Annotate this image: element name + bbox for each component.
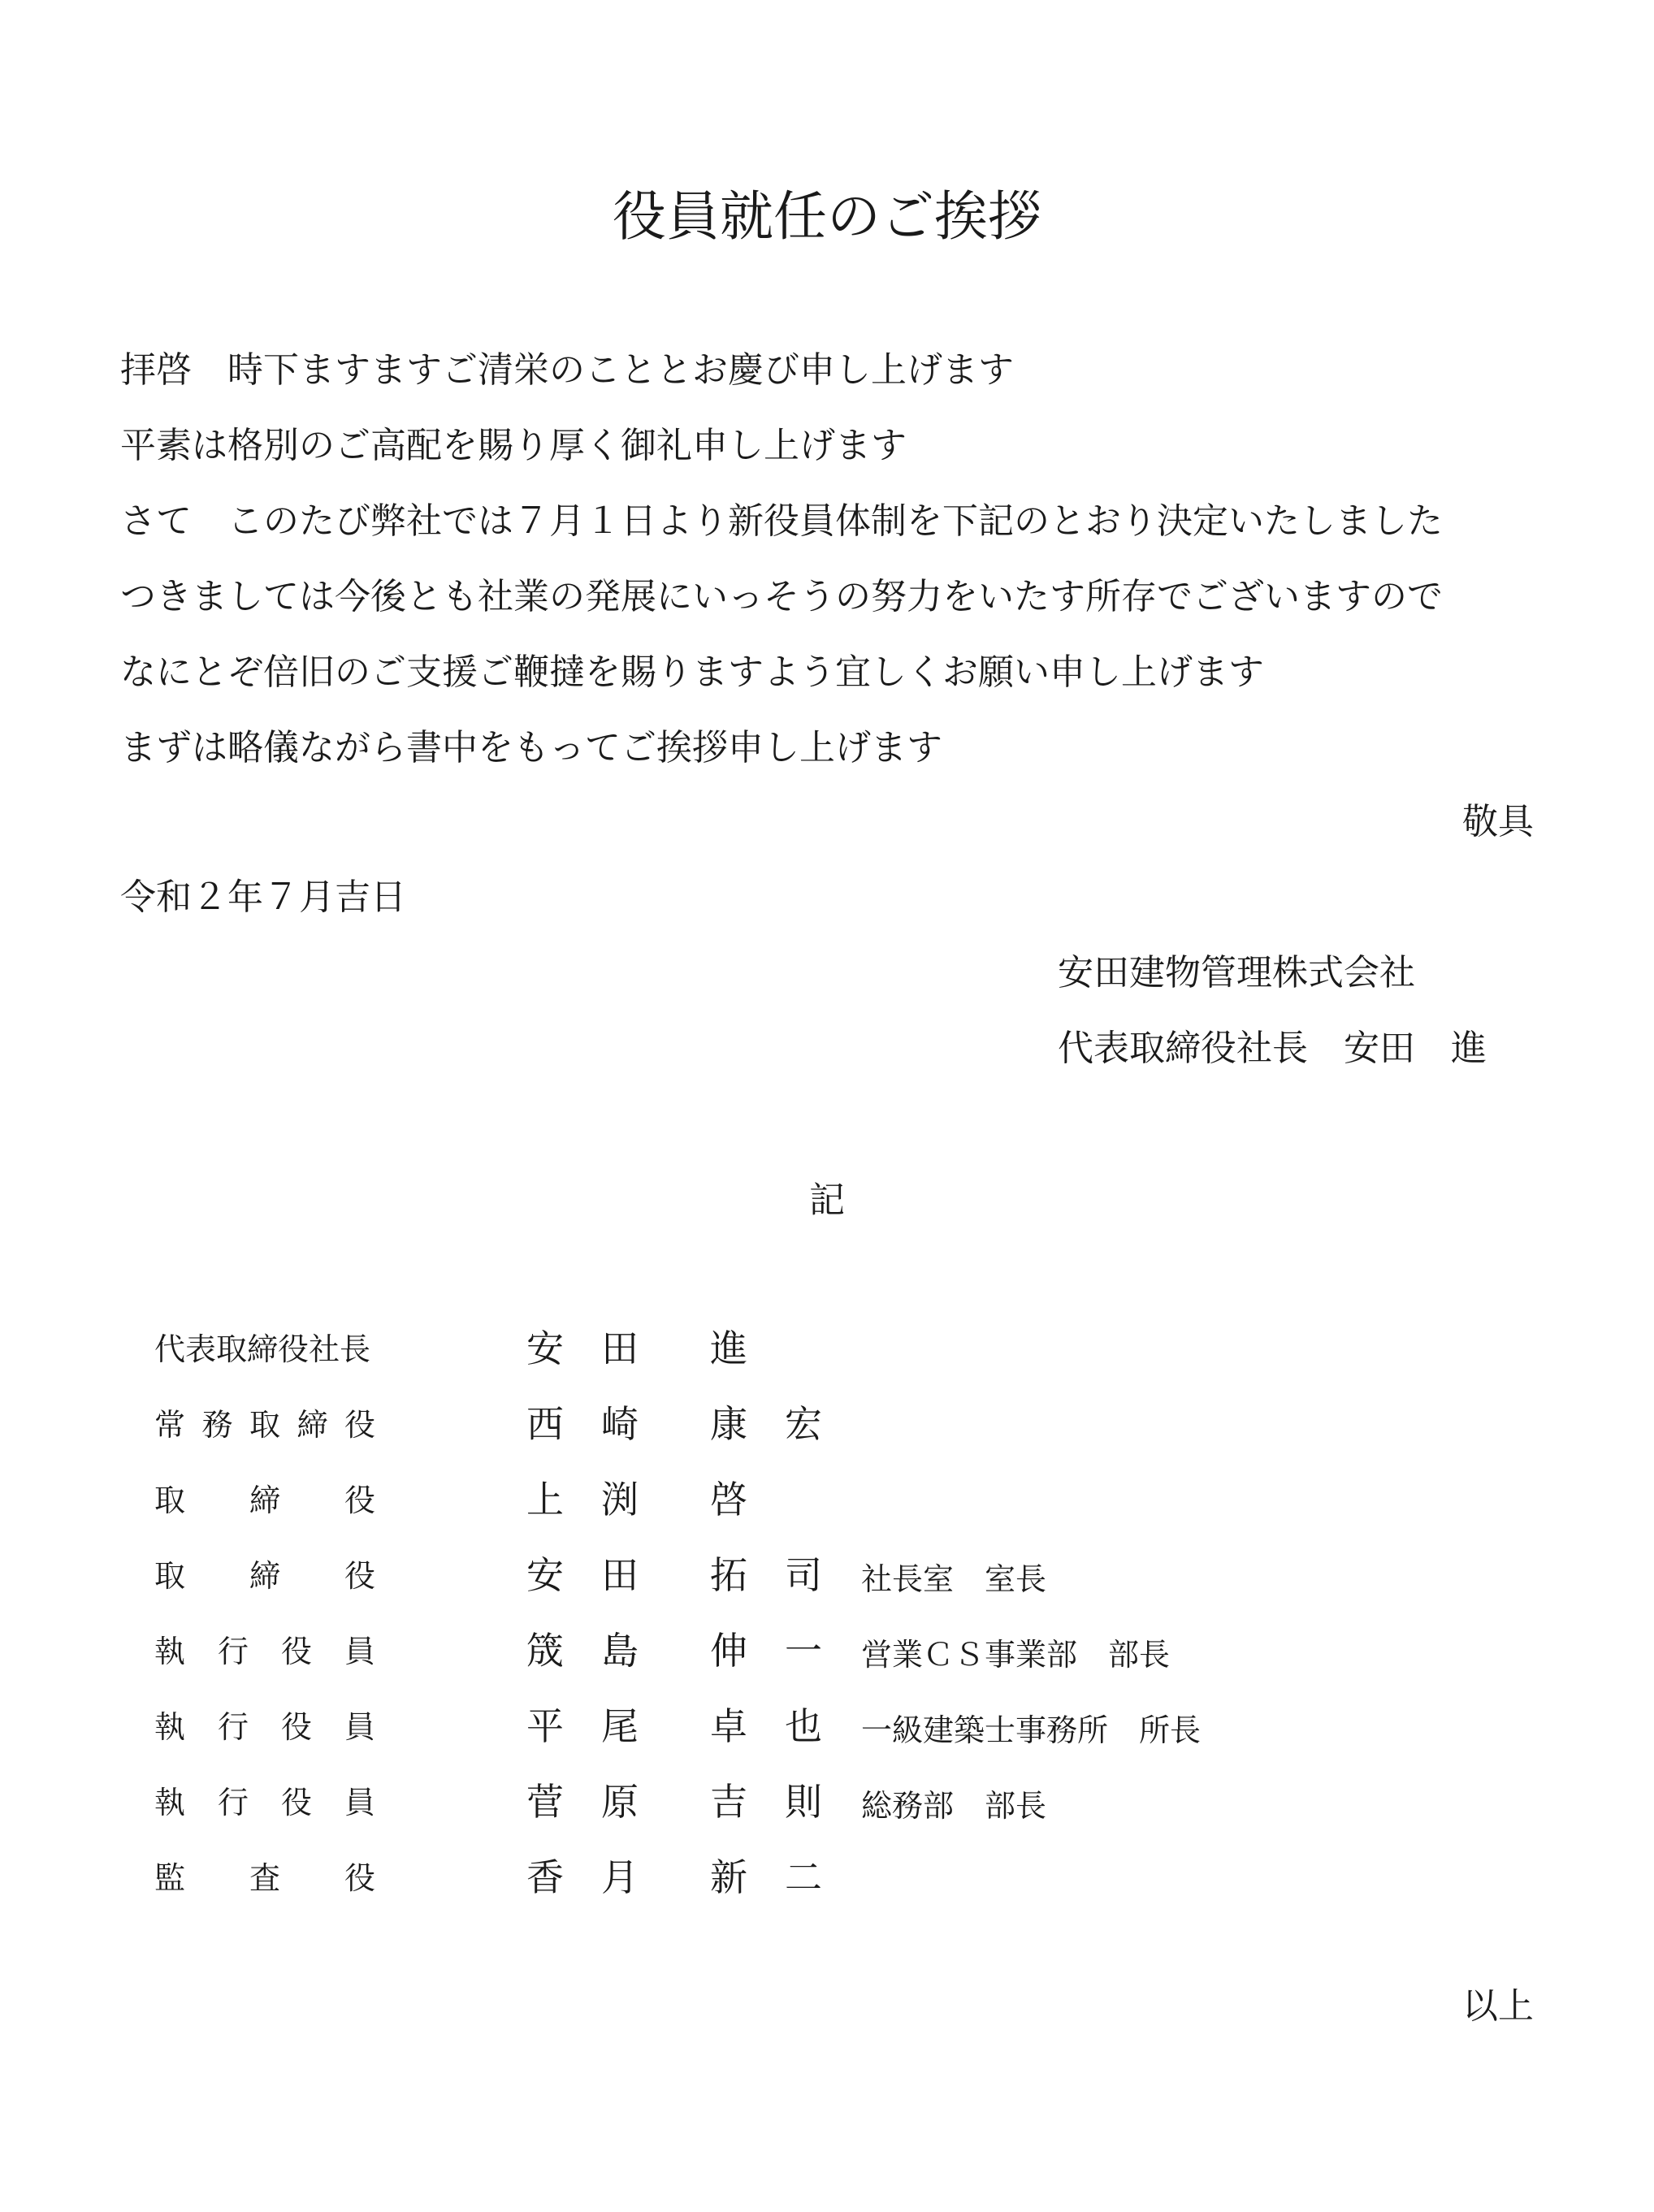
officer-name-char: 平 bbox=[526, 1704, 564, 1748]
officer-title bbox=[154, 1782, 375, 1823]
officer-name-char: 卓 bbox=[710, 1704, 747, 1748]
officer-title-char: 締 bbox=[249, 1483, 280, 1518]
officer-name-char: 香 bbox=[526, 1855, 564, 1899]
officer-name-char: 一 bbox=[785, 1629, 822, 1673]
officer-name-char: 安 bbox=[526, 1553, 564, 1597]
body-line: 平素は格別のご高配を賜り厚く御礼申し上げます bbox=[120, 425, 907, 466]
officer-name-char: 筬 bbox=[526, 1629, 564, 1673]
officer-title bbox=[154, 1707, 375, 1747]
officer-title-char: 役 bbox=[344, 1558, 375, 1594]
officer-title-char: 役 bbox=[280, 1709, 312, 1745]
signature-block bbox=[1058, 949, 1487, 1100]
officer-title-char: 役 bbox=[344, 1483, 375, 1518]
officer-title-char: 代表取締役社長 bbox=[154, 1331, 371, 1367]
officer-title-char: 務 bbox=[201, 1407, 233, 1443]
end-mark: 以上 bbox=[1462, 1985, 1534, 2027]
officer-title-char: 監 bbox=[154, 1860, 186, 1896]
officer-title-char: 行 bbox=[217, 1709, 249, 1745]
officer-list bbox=[154, 1324, 1535, 1928]
officer-title-char: 取 bbox=[154, 1558, 186, 1594]
officer-name-char: 伸 bbox=[710, 1629, 747, 1673]
officer-title-char: 役 bbox=[280, 1634, 312, 1669]
officer-row bbox=[154, 1702, 1535, 1777]
body-line: 拝啓 時下ますますご清栄のこととお慶び申し上げます bbox=[120, 349, 1014, 391]
greeting-body bbox=[120, 346, 1550, 799]
officer-title-char: 行 bbox=[217, 1785, 249, 1820]
officer-row bbox=[154, 1324, 1535, 1400]
officer-title-char: 役 bbox=[344, 1407, 375, 1443]
officer-name-char: 則 bbox=[785, 1780, 822, 1824]
officer-name-char: 宏 bbox=[785, 1402, 822, 1446]
officer-title bbox=[154, 1329, 375, 1370]
officer-row bbox=[154, 1475, 1535, 1551]
officer-name-char: 田 bbox=[601, 1327, 639, 1370]
officer-department: 社長室 室長 bbox=[861, 1561, 1047, 1597]
body-line: つきましては今後とも社業の発展にいっそうの努力をいたす所存でございますので bbox=[120, 576, 1443, 617]
officer-name-char: 上 bbox=[526, 1478, 564, 1522]
officer-name-char: 西 bbox=[526, 1402, 564, 1446]
officer-name-char: 安 bbox=[526, 1327, 564, 1370]
officer-title-char: 行 bbox=[217, 1634, 249, 1669]
officer-title-char: 役 bbox=[344, 1860, 375, 1896]
officer-name-char: 司 bbox=[785, 1553, 822, 1597]
representative-name: 代表取締役社長 安田 進 bbox=[1058, 1028, 1487, 1069]
officer-row bbox=[154, 1400, 1535, 1475]
officer-row bbox=[154, 1853, 1535, 1928]
officer-name-char: 進 bbox=[710, 1327, 747, 1370]
officer-title-char: 締 bbox=[297, 1407, 328, 1443]
officer-name-char: 新 bbox=[710, 1855, 747, 1899]
officer-name-char: 菅 bbox=[526, 1780, 564, 1824]
officer-title-char: 締 bbox=[249, 1558, 280, 1594]
document-title: 役員就任のご挨拶 bbox=[613, 185, 1041, 248]
officer-name-char: 拓 bbox=[710, 1553, 747, 1597]
officer-name-char: 啓 bbox=[710, 1478, 747, 1522]
officer-name-char: 康 bbox=[710, 1402, 747, 1446]
officer-title-char: 役 bbox=[280, 1785, 312, 1820]
officer-name-char: 月 bbox=[601, 1855, 639, 1899]
officer-department: 総務部 部長 bbox=[861, 1788, 1047, 1824]
officer-row bbox=[154, 1777, 1535, 1853]
officer-name-char: 崎 bbox=[601, 1402, 639, 1446]
body-line: まずは略儀ながら書中をもってご挨拶申し上げます bbox=[120, 727, 942, 768]
officer-title-char: 執 bbox=[154, 1634, 186, 1669]
officer-title-char: 常 bbox=[154, 1407, 186, 1443]
closing-keigu: 敬具 bbox=[1462, 801, 1534, 842]
ki-heading: 記 bbox=[809, 1180, 845, 1221]
officer-name-char: 吉 bbox=[710, 1780, 747, 1824]
officer-name-char: 渕 bbox=[601, 1478, 639, 1522]
officer-name-char: 二 bbox=[785, 1855, 822, 1899]
officer-name-char: 也 bbox=[785, 1704, 822, 1748]
officer-department: 一級建築士事務所 所長 bbox=[861, 1712, 1202, 1748]
officer-row bbox=[154, 1626, 1535, 1702]
officer-title-char: 取 bbox=[249, 1407, 280, 1443]
officer-title-char: 員 bbox=[344, 1709, 375, 1745]
officer-title-char: 執 bbox=[154, 1785, 186, 1820]
officer-name-char: 原 bbox=[601, 1780, 639, 1824]
officer-title-char: 員 bbox=[344, 1785, 375, 1820]
officer-title bbox=[154, 1480, 375, 1521]
company-name: 安田建物管理株式会社 bbox=[1058, 952, 1415, 993]
officer-title bbox=[154, 1631, 375, 1672]
body-line: なにとぞ倍旧のご支援ご鞭撻を賜りますよう宜しくお願い申し上げます bbox=[120, 651, 1264, 693]
officer-name-char: 島 bbox=[601, 1629, 639, 1673]
document-date: 令和２年７月吉日 bbox=[120, 877, 406, 918]
officer-title bbox=[154, 1405, 375, 1445]
officer-name-char: 田 bbox=[601, 1553, 639, 1597]
officer-row bbox=[154, 1551, 1535, 1626]
officer-title-char: 査 bbox=[249, 1860, 280, 1896]
officer-title bbox=[154, 1858, 375, 1898]
officer-department: 営業ＣＳ事業部 部長 bbox=[861, 1637, 1171, 1673]
officer-title-char: 員 bbox=[344, 1634, 375, 1669]
body-line: さて このたび弊社では７月１日より新役員体制を下記のとおり決定いたしました bbox=[120, 500, 1443, 542]
officer-title-char: 執 bbox=[154, 1709, 186, 1745]
officer-title bbox=[154, 1556, 375, 1596]
officer-title-char: 取 bbox=[154, 1483, 186, 1518]
officer-name-char: 尾 bbox=[601, 1704, 639, 1748]
